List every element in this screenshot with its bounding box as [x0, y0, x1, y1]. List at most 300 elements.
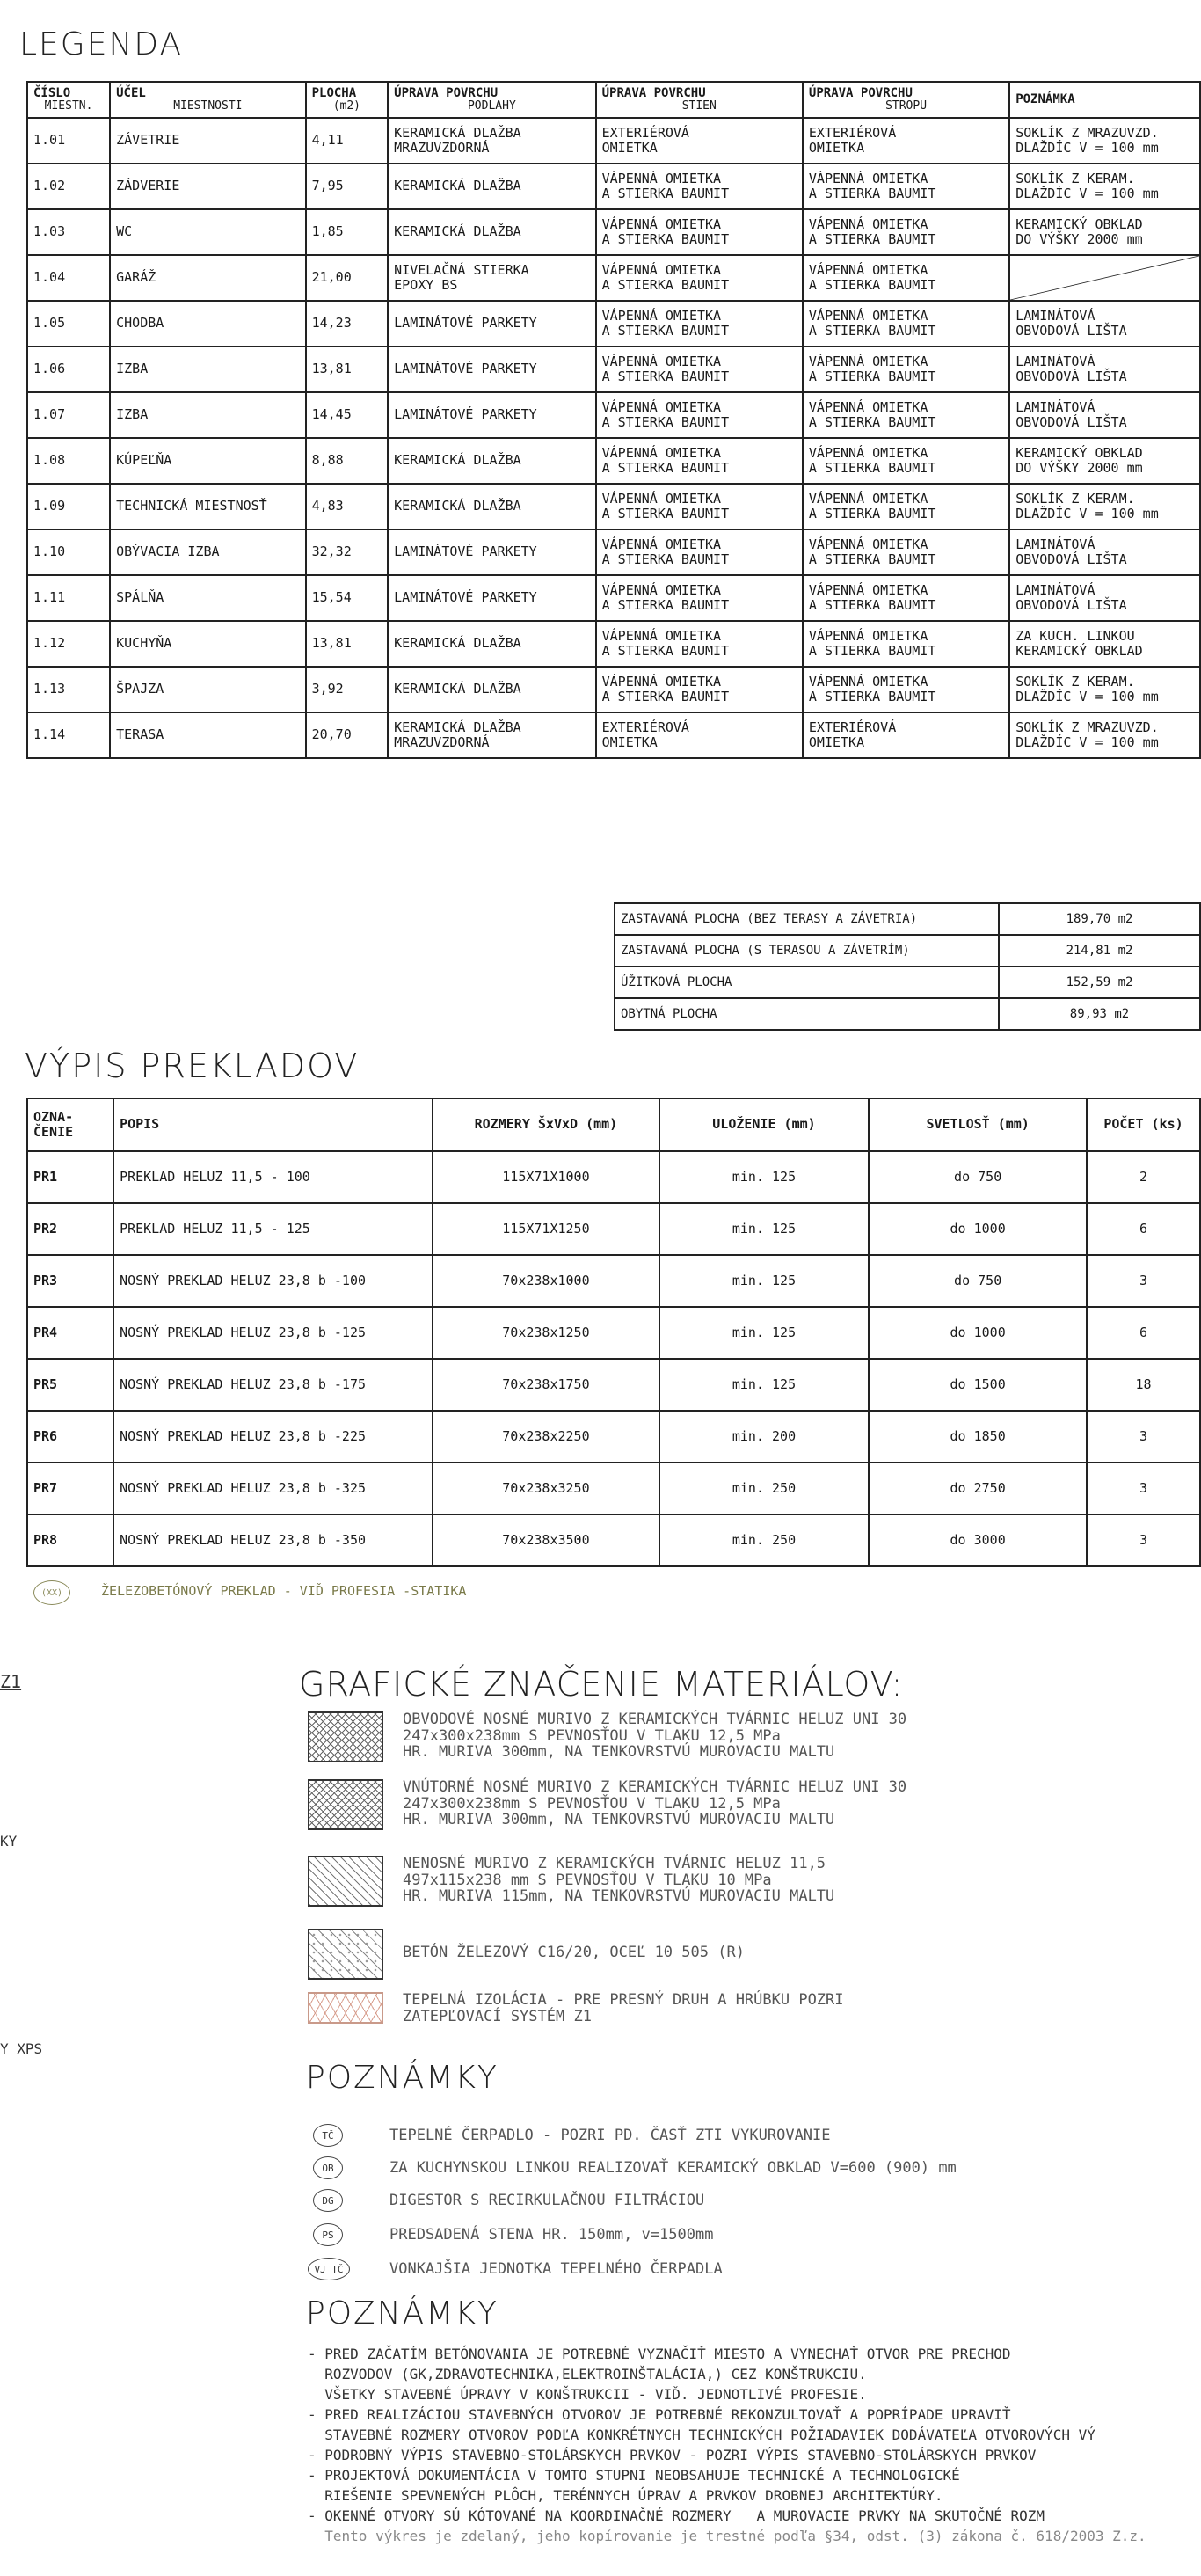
- legenda-cell: [388, 118, 595, 164]
- preklady-header-row: [27, 1098, 1200, 1151]
- legenda-cell-text: LAMINÁTOVÁ OBVODOVÁ LIŠTA: [1015, 536, 1127, 568]
- legenda-cell: [1009, 621, 1200, 667]
- legenda-cell: [803, 347, 1009, 392]
- legenda-cell-text: VÁPENNÁ OMIETKA A STIERKA BAUMIT: [601, 170, 730, 202]
- legenda-cell-text: 1.02: [33, 178, 66, 194]
- area-row: [615, 935, 1200, 967]
- legenda-cell: [306, 575, 389, 621]
- preklady-row: [27, 1514, 1200, 1566]
- legenda-cell: [1009, 301, 1200, 347]
- legenda-cell-text: OBÝVACIA IZBA: [116, 544, 220, 560]
- preklady-cell: 70x238x3250: [433, 1463, 659, 1514]
- bullet-note-line: Tento výkres je zdelaný, jeho kopírovanie je trestné podľa §34, odst. (3) zákona č. 618/2003 Z.z.: [308, 2528, 1146, 2544]
- bullet-note-line: - PODROBNÝ VÝPIS STAVEBNO-STOLÁRSKYCH PRVKOV - POZRI VÝPIS STAVEBNO-STOLÁRSKYCH PRVKOV: [308, 2447, 1037, 2463]
- legenda-cell-text: 1.04: [33, 269, 66, 286]
- legenda-cell: [27, 392, 110, 438]
- legenda-cell: [803, 529, 1009, 575]
- legenda-cell: [803, 118, 1009, 164]
- legenda-cell-text: VÁPENNÁ OMIETKA A STIERKA BAUMIT: [808, 261, 936, 294]
- bullet-note-line: ROZVODOV (GK,ZDRAVOTECHNIKA,ELEKTROINŠTALÁCIA,) CEZ KONŠTRUKCIU.: [308, 2366, 867, 2383]
- legenda-cell-text: 32,32: [311, 544, 352, 560]
- legenda-cell-text: EXTERIÉROVÁ OMIETKA: [808, 124, 897, 157]
- legenda-cell-text: VÁPENNÁ OMIETKA A STIERKA BAUMIT: [601, 536, 730, 568]
- legenda-cell-text: SOKLÍK Z KERAM. DLAŽDÍC V = 100 mm: [1015, 170, 1159, 202]
- preklady-cell: min. 250: [659, 1463, 870, 1514]
- bullet-note-line: RIEŠENIE SPEVNENÝCH PLÔCH, TERÉNNYCH ÚPRAV A PRVKOV DROBNEJ ARCHITEKTÚRY.: [308, 2487, 943, 2504]
- legenda-cell: [27, 255, 110, 301]
- poznamky-title-1: POZNÁMKY: [306, 2060, 499, 2096]
- legenda-cell: [306, 438, 389, 484]
- preklady-header-cell: POČET (ks): [1087, 1098, 1200, 1151]
- legenda-cell: [110, 667, 305, 712]
- preklady-cell: PR8: [27, 1514, 113, 1566]
- legenda-cell-text: VÁPENNÁ OMIETKA A STIERKA BAUMIT: [601, 673, 730, 705]
- area-value: 89,93 m2: [999, 998, 1200, 1030]
- legenda-header-sub: MIESTN.: [44, 99, 93, 113]
- legenda-cell-text: VÁPENNÁ OMIETKA A STIERKA BAUMIT: [601, 627, 730, 660]
- legenda-cell: [1009, 484, 1200, 529]
- legenda-cell: [110, 347, 305, 392]
- legenda-cell-text: 1.05: [33, 315, 66, 332]
- area-value: 189,70 m2: [999, 903, 1200, 935]
- legenda-table: [26, 81, 1201, 759]
- crosshatch-hatch-icon: [308, 1711, 383, 1762]
- legenda-cell: [306, 484, 389, 529]
- left-fragment-1: Z1: [0, 1671, 22, 1692]
- left-fragment-3: Y XPS: [0, 2040, 43, 2057]
- area-label: OBYTNÁ PLOCHA: [615, 998, 999, 1030]
- legenda-cell-text: KERAMICKÁ DLAŽBA MRAZUVZDORNÁ: [394, 719, 521, 751]
- bullet-note-line: - PRED REALIZÁCIOU STAVEBNÝCH OTVOROV JE POTREBNÉ REKONZULTOVAŤ A POPRÍPADE UPRAVIŤ: [308, 2406, 1011, 2423]
- preklady-cell: PREKLAD HELUZ 11,5 - 100: [113, 1151, 433, 1203]
- preklady-row: [27, 1463, 1200, 1514]
- legenda-cell: [110, 118, 305, 164]
- preklady-cell: 70x238x1750: [433, 1359, 659, 1411]
- legenda-cell: [596, 347, 803, 392]
- legenda-cell: [27, 484, 110, 529]
- legenda-header-top: ÚČEL: [116, 86, 146, 100]
- legenda-cell-text: VÁPENNÁ OMIETKA A STIERKA BAUMIT: [808, 581, 936, 614]
- preklady-cell: PR5: [27, 1359, 113, 1411]
- legenda-cell: [388, 347, 595, 392]
- legenda-cell-text: ZÁVETRIE: [116, 132, 180, 149]
- preklady-cell: PR6: [27, 1411, 113, 1463]
- preklady-row: [27, 1255, 1200, 1307]
- legenda-cell-text: VÁPENNÁ OMIETKA A STIERKA BAUMIT: [808, 673, 936, 705]
- legenda-cell: [27, 164, 110, 209]
- empty-cell-diagonal-icon: [1010, 256, 1199, 300]
- preklady-cell: NOSNÝ PREKLAD HELUZ 23,8 b -350: [113, 1514, 433, 1566]
- legenda-header-cell: [1009, 82, 1200, 118]
- legenda-cell-text: SOKLÍK Z MRAZUVZD. DLAŽDÍC V = 100 mm: [1015, 124, 1159, 157]
- legenda-cell-text: VÁPENNÁ OMIETKA A STIERKA BAUMIT: [601, 353, 730, 385]
- preklady-row: [27, 1203, 1200, 1255]
- preklady-cell: 70x238x1000: [433, 1255, 659, 1307]
- legenda-cell: [388, 712, 595, 758]
- legenda-cell-text: KÚPEĽŇA: [116, 452, 172, 469]
- preklady-cell: 115X71X1000: [433, 1151, 659, 1203]
- legenda-cell-text: NIVELAČNÁ STIERKA EPOXY BS: [394, 261, 529, 294]
- area-row: [615, 967, 1200, 998]
- legenda-cell-text: VÁPENNÁ OMIETKA A STIERKA BAUMIT: [808, 490, 936, 522]
- preklady-cell: NOSNÝ PREKLAD HELUZ 23,8 b -325: [113, 1463, 433, 1514]
- preklady-cell: min. 125: [659, 1359, 870, 1411]
- legenda-cell: [803, 575, 1009, 621]
- legenda-cell: [388, 484, 595, 529]
- legenda-cell-text: 7,95: [311, 178, 344, 194]
- legenda-cell-text: EXTERIÉROVÁ OMIETKA: [601, 719, 689, 751]
- preklady-header-cell: POPIS: [113, 1098, 433, 1151]
- preklady-title: VÝPIS PREKLADOV: [25, 1047, 360, 1085]
- preklady-cell: min. 125: [659, 1307, 870, 1359]
- preklady-cell: 70x238x2250: [433, 1411, 659, 1463]
- legenda-cell: [1009, 392, 1200, 438]
- preklady-row: [27, 1411, 1200, 1463]
- note-text: VONKAJŠIA JEDNOTKA TEPELNÉHO ČERPADLA: [389, 2260, 723, 2278]
- legenda-cell-text: 8,88: [311, 452, 344, 469]
- legenda-cell: [596, 712, 803, 758]
- note-text: PREDSADENÁ STENA HR. 150mm, v=1500mm: [389, 2226, 714, 2244]
- bullet-note-line: - PROJEKTOVÁ DOKUMENTÁCIA V TOMTO STUPNI NEOBSAHUJE TECHNICKÉ A TECHNOLOGICKÉ: [308, 2467, 960, 2484]
- legenda-cell: [803, 164, 1009, 209]
- preklady-cell: NOSNÝ PREKLAD HELUZ 23,8 b -175: [113, 1359, 433, 1411]
- area-row: [615, 903, 1200, 935]
- preklady-cell: min. 125: [659, 1151, 870, 1203]
- legenda-cell: [1009, 575, 1200, 621]
- legenda-cell-text: TECHNICKÁ MIESTNOSŤ: [116, 498, 267, 514]
- legenda-cell: [306, 255, 389, 301]
- legenda-cell: [388, 209, 595, 255]
- legenda-row: [27, 621, 1200, 667]
- crosshatch-hatch-icon: [308, 1779, 383, 1830]
- bullet-note-line: - OKENNÉ OTVORY SÚ KÓTOVANÉ NA KOORDINAČNÉ ROZMERY A MUROVACIE PRVKY NA SKUTOČNÉ ROZM: [308, 2507, 1045, 2524]
- legenda-cell: [110, 438, 305, 484]
- legenda-cell: [27, 438, 110, 484]
- legenda-cell-text: GARÁŽ: [116, 269, 156, 286]
- legenda-header-sub: PODLAHY: [467, 99, 516, 113]
- preklady-header-cell: ULOŽENIE (mm): [659, 1098, 870, 1151]
- legenda-cell-text: WC: [116, 223, 133, 240]
- bullet-note-line: VŠETKY STAVEBNÉ ÚPRAVY V KONŠTRUKCII - VIĎ. JEDNOTLIVÉ PROFESIE.: [308, 2386, 867, 2403]
- legenda-cell: [803, 392, 1009, 438]
- legenda-cell-text: 1.10: [33, 544, 66, 560]
- legenda-cell-text: 1.11: [33, 589, 66, 606]
- legenda-cell-text: KERAMICKÁ DLAŽBA MRAZUVZDORNÁ: [394, 124, 521, 157]
- preklady-table: [26, 1098, 1201, 1567]
- legenda-row: [27, 301, 1200, 347]
- legenda-cell: [110, 529, 305, 575]
- preklady-cell: do 750: [869, 1151, 1087, 1203]
- preklady-cell: PREKLAD HELUZ 11,5 - 125: [113, 1203, 433, 1255]
- preklady-cell: NOSNÝ PREKLAD HELUZ 23,8 b -125: [113, 1307, 433, 1359]
- legenda-cell-text: KERAMICKÁ DLAŽBA: [394, 223, 521, 240]
- note-symbol-icon: TČ: [313, 2124, 343, 2147]
- legenda-cell: [110, 712, 305, 758]
- legenda-cell-text: KERAMICKÝ OBKLAD DO VÝŠKY 2000 mm: [1015, 444, 1143, 477]
- legenda-row: [27, 529, 1200, 575]
- legenda-cell-text: CHODBA: [116, 315, 164, 332]
- preklady-header-cell: SVETLOSŤ (mm): [869, 1098, 1087, 1151]
- legenda-row: [27, 209, 1200, 255]
- preklady-cell: do 1000: [869, 1203, 1087, 1255]
- legenda-cell-text: 15,54: [311, 589, 352, 606]
- legenda-cell-text: VÁPENNÁ OMIETKA A STIERKA BAUMIT: [808, 398, 936, 431]
- legenda-cell: [110, 164, 305, 209]
- legenda-cell: [27, 529, 110, 575]
- area-label: ÚŽITKOVÁ PLOCHA: [615, 967, 999, 998]
- legenda-cell: [596, 667, 803, 712]
- legenda-cell: [388, 164, 595, 209]
- legenda-cell-text: LAMINÁTOVÉ PARKETY: [394, 589, 537, 606]
- legenda-row: [27, 118, 1200, 164]
- legenda-cell: [388, 301, 595, 347]
- legenda-header-cell: [388, 82, 595, 118]
- legenda-cell: [306, 209, 389, 255]
- legenda-cell-text: KERAMICKÝ OBKLAD DO VÝŠKY 2000 mm: [1015, 215, 1143, 248]
- legenda-cell-text: VÁPENNÁ OMIETKA A STIERKA BAUMIT: [808, 353, 936, 385]
- preklady-cell: 70x238x1250: [433, 1307, 659, 1359]
- concrete-hatch-icon: [308, 1929, 383, 1980]
- legenda-cell: [110, 484, 305, 529]
- legenda-cell: [803, 484, 1009, 529]
- legenda-row: [27, 392, 1200, 438]
- material-description: NENOSNÉ MURIVO Z KERAMICKÝCH TVÁRNIC HELUZ 11,5 497x115x238 mm S PEVNOSŤOU V TLAKU 10 MPa HR. MURIVA 115mm, NA TENKOVRSTVÚ MUROVACIU MALTU: [403, 1855, 835, 1906]
- legenda-cell: [596, 164, 803, 209]
- legenda-cell-text: 1.03: [33, 223, 66, 240]
- legenda-cell: [306, 621, 389, 667]
- material-description: TEPELNÁ IZOLÁCIA - PRE PRESNÝ DRUH A HRÚBKU POZRI ZATEPĽOVACÍ SYSTÉM Z1: [403, 1991, 844, 2025]
- legenda-cell-text: VÁPENNÁ OMIETKA A STIERKA BAUMIT: [601, 581, 730, 614]
- note-text: TEPELNÉ ČERPADLO - POZRI PD. ČASŤ ZTI VYKUROVANIE: [389, 2127, 831, 2144]
- legenda-cell-text: ŠPAJZA: [116, 681, 164, 697]
- legenda-cell-text: VÁPENNÁ OMIETKA A STIERKA BAUMIT: [808, 215, 936, 248]
- preklady-cell: min. 125: [659, 1203, 870, 1255]
- legenda-cell-text: LAMINÁTOVÉ PARKETY: [394, 406, 537, 423]
- legenda-cell: [388, 575, 595, 621]
- legenda-cell: [596, 484, 803, 529]
- legenda-cell-text: IZBA: [116, 361, 149, 377]
- legenda-cell-text: LAMINÁTOVÉ PARKETY: [394, 361, 537, 377]
- legenda-cell-text: SOKLÍK Z KERAM. DLAŽDÍC V = 100 mm: [1015, 490, 1159, 522]
- legenda-cell: [1009, 347, 1200, 392]
- legenda-cell-text: 1.01: [33, 132, 66, 149]
- legenda-cell-text: KERAMICKÁ DLAŽBA: [394, 635, 521, 652]
- legenda-cell: [110, 255, 305, 301]
- legenda-cell-text: VÁPENNÁ OMIETKA A STIERKA BAUMIT: [601, 215, 730, 248]
- legenda-cell-text: VÁPENNÁ OMIETKA A STIERKA BAUMIT: [601, 307, 730, 339]
- legenda-cell-text: IZBA: [116, 406, 149, 423]
- preklad-footnote: ŽELEZOBETÓNOVÝ PREKLAD - VIĎ PROFESIA -STATIKA: [101, 1583, 467, 1599]
- area-value: 152,59 m2: [999, 967, 1200, 998]
- legenda-cell: [1009, 209, 1200, 255]
- legenda-cell-text: ZA KUCH. LINKOU KERAMICKÝ OBKLAD: [1015, 627, 1143, 660]
- legenda-header-sub: STROPU: [885, 99, 928, 113]
- preklady-cell: do 1850: [869, 1411, 1087, 1463]
- legenda-header-top: ÚPRAVA POVRCHU: [394, 86, 499, 100]
- legenda-cell-text: 1,85: [311, 223, 344, 240]
- insulation-hatch-icon: [308, 1992, 383, 2024]
- legenda-cell: [110, 575, 305, 621]
- legenda-cell-text: VÁPENNÁ OMIETKA A STIERKA BAUMIT: [808, 444, 936, 477]
- note-symbol-icon: DG: [313, 2189, 343, 2212]
- legenda-cell: [306, 347, 389, 392]
- legenda-cell-text: VÁPENNÁ OMIETKA A STIERKA BAUMIT: [808, 170, 936, 202]
- area-label: ZASTAVANÁ PLOCHA (BEZ TERASY A ZÁVETRIA): [615, 903, 999, 935]
- legenda-cell: [27, 575, 110, 621]
- legenda-cell-text: 13,81: [311, 361, 352, 377]
- area-row: [615, 998, 1200, 1030]
- legenda-cell: [596, 209, 803, 255]
- legenda-cell: [803, 301, 1009, 347]
- note-symbol-icon: VJ TČ: [308, 2258, 350, 2280]
- legenda-cell: [27, 347, 110, 392]
- preklady-cell: 6: [1087, 1307, 1200, 1359]
- legenda-cell: [27, 667, 110, 712]
- legenda-cell: [110, 301, 305, 347]
- legenda-cell: [27, 209, 110, 255]
- materialy-title: GRAFICKÉ ZNAČENIE MATERIÁLOV:: [299, 1665, 904, 1704]
- preklady-cell: do 750: [869, 1255, 1087, 1307]
- preklady-cell: do 2750: [869, 1463, 1087, 1514]
- preklady-cell: 3: [1087, 1255, 1200, 1307]
- legenda-header-cell: [110, 82, 305, 118]
- legenda-cell-text: VÁPENNÁ OMIETKA A STIERKA BAUMIT: [808, 307, 936, 339]
- legenda-cell: [306, 301, 389, 347]
- legenda-cell: [596, 621, 803, 667]
- legenda-cell-text: VÁPENNÁ OMIETKA A STIERKA BAUMIT: [808, 627, 936, 660]
- legenda-cell: [388, 438, 595, 484]
- preklady-cell: PR1: [27, 1151, 113, 1203]
- legenda-cell: [596, 438, 803, 484]
- legenda-header-top: POZNÁMKA: [1015, 92, 1075, 107]
- legenda-cell: [1009, 667, 1200, 712]
- preklady-cell: do 3000: [869, 1514, 1087, 1566]
- legenda-cell-text: TERASA: [116, 726, 164, 743]
- legenda-cell: [803, 621, 1009, 667]
- material-description: OBVODOVÉ NOSNÉ MURIVO Z KERAMICKÝCH TVÁRNIC HELUZ UNI 30 247x300x238mm S PEVNOSŤOU V TLAKU 12,5 MPa HR. MURIVA 300mm, NA TENKOVRSTVÚ MUROVACIU MALTU: [403, 1711, 907, 1762]
- legenda-cell-text: LAMINÁTOVÁ OBVODOVÁ LIŠTA: [1015, 353, 1127, 385]
- preklady-cell: 6: [1087, 1203, 1200, 1255]
- legenda-cell-text: LAMINÁTOVÉ PARKETY: [394, 544, 537, 560]
- legenda-cell: [1009, 118, 1200, 164]
- legenda-cell: [27, 301, 110, 347]
- legenda-cell-text: 13,81: [311, 635, 352, 652]
- preklady-cell: 3: [1087, 1463, 1200, 1514]
- note-text: ZA KUCHYNSKOU LINKOU REALIZOVAŤ KERAMICKÝ OBKLAD V=600 (900) mm: [389, 2159, 957, 2177]
- legenda-cell-text: 21,00: [311, 269, 352, 286]
- legenda-row: [27, 164, 1200, 209]
- legenda-cell: [803, 667, 1009, 712]
- legenda-cell: [596, 118, 803, 164]
- legenda-row: [27, 347, 1200, 392]
- preklady-cell: 3: [1087, 1411, 1200, 1463]
- legenda-cell-text: LAMINÁTOVÁ OBVODOVÁ LIŠTA: [1015, 398, 1127, 431]
- legenda-cell: [1009, 164, 1200, 209]
- preklady-cell: 18: [1087, 1359, 1200, 1411]
- legenda-cell: [388, 667, 595, 712]
- legenda-cell-text: 1.07: [33, 406, 66, 423]
- material-description: BETÓN ŽELEZOVÝ C16/20, OCEĽ 10 505 (R): [403, 1944, 745, 1961]
- preklady-cell: PR7: [27, 1463, 113, 1514]
- legenda-cell-text: KERAMICKÁ DLAŽBA: [394, 681, 521, 697]
- bullet-note-line: STAVEBNÉ ROZMERY OTVOROV PODĽA KONKRÉTNYCH TECHNICKÝCH POŽIADAVIEK DODÁVATEĽA OTVOROVÝCH VÝ: [308, 2426, 1095, 2443]
- legenda-cell-text: 14,23: [311, 315, 352, 332]
- area-value: 214,81 m2: [999, 935, 1200, 967]
- legenda-cell: [306, 529, 389, 575]
- legenda-cell-text: LAMINÁTOVÉ PARKETY: [394, 315, 537, 332]
- preklady-header-cell: ROZMERY ŠxVxD (mm): [433, 1098, 659, 1151]
- preklady-cell: PR3: [27, 1255, 113, 1307]
- legenda-cell-text: EXTERIÉROVÁ OMIETKA: [808, 719, 897, 751]
- legenda-cell: [388, 392, 595, 438]
- legenda-title: LEGENDA: [19, 26, 184, 62]
- legenda-row: [27, 575, 1200, 621]
- legenda-cell-text: SPÁLŇA: [116, 589, 164, 606]
- legenda-cell-text: 1.14: [33, 726, 66, 743]
- preklady-cell: NOSNÝ PREKLAD HELUZ 23,8 b -225: [113, 1411, 433, 1463]
- legenda-cell-text: LAMINÁTOVÁ OBVODOVÁ LIŠTA: [1015, 307, 1127, 339]
- legenda-cell-text: SOKLÍK Z KERAM. DLAŽDÍC V = 100 mm: [1015, 673, 1159, 705]
- legenda-header-sub: STIEN: [681, 99, 717, 113]
- legenda-cell-text: EXTERIÉROVÁ OMIETKA: [601, 124, 689, 157]
- preklady-cell: min. 200: [659, 1411, 870, 1463]
- legenda-cell: [596, 301, 803, 347]
- legenda-cell: [306, 667, 389, 712]
- legenda-cell: [1009, 255, 1200, 301]
- legenda-row: [27, 255, 1200, 301]
- preklady-row: [27, 1307, 1200, 1359]
- legenda-row: [27, 484, 1200, 529]
- legenda-cell-text: 3,92: [311, 681, 344, 697]
- legenda-cell: [388, 621, 595, 667]
- legenda-cell: [803, 438, 1009, 484]
- legenda-cell-text: KERAMICKÁ DLAŽBA: [394, 178, 521, 194]
- preklady-cell: 70x238x3500: [433, 1514, 659, 1566]
- legenda-cell: [1009, 529, 1200, 575]
- legenda-cell: [596, 392, 803, 438]
- legenda-cell-text: 1.12: [33, 635, 66, 652]
- preklady-cell: 115X71X1250: [433, 1203, 659, 1255]
- legenda-header-cell: [596, 82, 803, 118]
- legenda-cell-text: KERAMICKÁ DLAŽBA: [394, 452, 521, 469]
- legenda-cell: [306, 712, 389, 758]
- legenda-cell-text: VÁPENNÁ OMIETKA A STIERKA BAUMIT: [601, 490, 730, 522]
- legenda-cell-text: LAMINÁTOVÁ OBVODOVÁ LIŠTA: [1015, 581, 1127, 614]
- legenda-cell-text: 1.06: [33, 361, 66, 377]
- legenda-cell-text: KERAMICKÁ DLAŽBA: [394, 498, 521, 514]
- area-summary-table: [614, 902, 1201, 1031]
- legenda-cell-text: ZÁDVERIE: [116, 178, 180, 194]
- legenda-cell: [110, 209, 305, 255]
- legenda-cell: [1009, 438, 1200, 484]
- preklady-cell: min. 250: [659, 1514, 870, 1566]
- legenda-cell-text: 4,11: [311, 132, 344, 149]
- preklad-footnote-symbol: (XX): [33, 1580, 70, 1605]
- legenda-cell: [803, 209, 1009, 255]
- legenda-cell: [306, 392, 389, 438]
- legenda-cell: [596, 255, 803, 301]
- legenda-header-cell: [803, 82, 1009, 118]
- legenda-header-sub: MIESTNOSTI: [173, 99, 243, 113]
- legenda-cell-text: 20,70: [311, 726, 352, 743]
- material-description: VNÚTORNÉ NOSNÉ MURIVO Z KERAMICKÝCH TVÁRNIC HELUZ UNI 30 247x300x238mm S PEVNOSŤOU V TLAKU 12,5 MPa HR. MURIVA 300mm, NA TENKOVRSTVÚ MUROVACIU MALTU: [403, 1778, 907, 1829]
- preklady-row: [27, 1359, 1200, 1411]
- legenda-row: [27, 438, 1200, 484]
- legenda-cell: [27, 118, 110, 164]
- poznamky-title-2: POZNÁMKY: [306, 2295, 499, 2332]
- preklady-cell: do 1000: [869, 1307, 1087, 1359]
- legenda-header-cell: [306, 82, 389, 118]
